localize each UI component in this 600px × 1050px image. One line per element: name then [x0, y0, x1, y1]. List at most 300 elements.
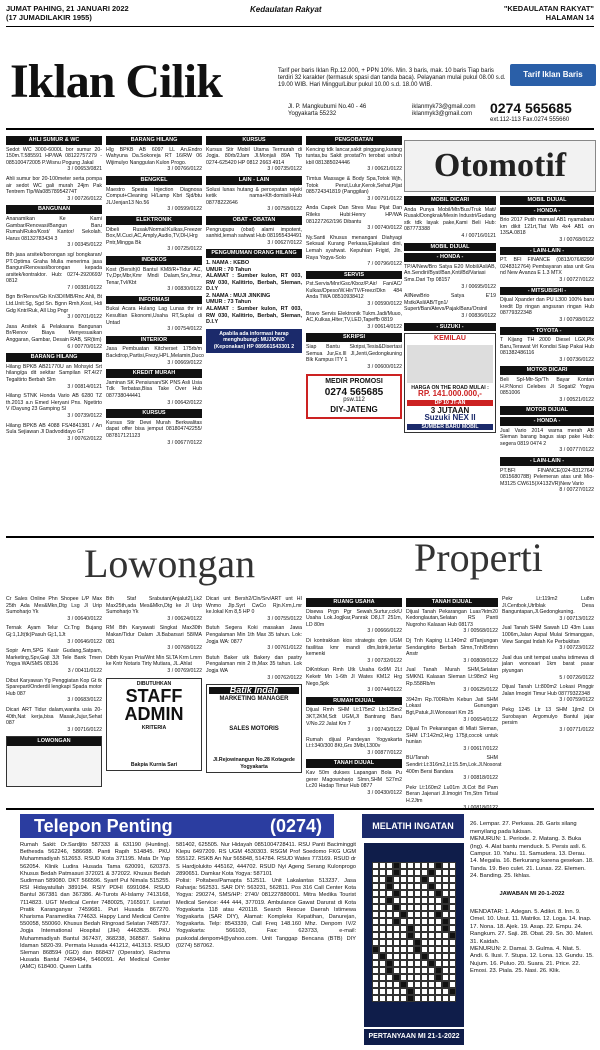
crossword-cell [449, 862, 456, 869]
section-header: BARANG HILANG [6, 353, 102, 362]
staff-ad-staff: STAFF [125, 686, 183, 707]
crossword-cell [372, 925, 379, 932]
crossword-cell [428, 946, 435, 953]
crossword-cell [428, 953, 435, 960]
crossword-cell [442, 953, 449, 960]
crossword-cell [407, 869, 414, 876]
list-item: Bravo Servis Elektronik Tukm.Jadi/Muuo, AC,Kulkas,Hlter,TV,LED,Tapeffb 0819 3 / 00614/0122 [306, 310, 402, 330]
suzuki-ad-price-label: HARGA ON THE ROAD MULAI : [411, 384, 489, 391]
section-header: INFORMASI [106, 296, 202, 305]
list-item: Bth Staf Srabutan(Anjalut2),Lk2 Max25th,ada Mes&Mkn,Dtg ke Jl Urip Sumoharjo Yk 3 / 00624/0122 [106, 596, 202, 622]
crossword-cell [393, 904, 400, 911]
crossword-cell [428, 904, 435, 911]
media-promosi-phone: 0274 565685 [324, 387, 384, 398]
crossword-cell [449, 932, 456, 939]
melatih-ingatan-title: MELATIH INGATAN [362, 814, 464, 838]
list-item: Bukai Acara Hulang Lag Lunas thr ini Kesultian Ekonomi,Usaha RT,Suplai di Untad 3 / 00754/0122 [106, 306, 202, 333]
crossword-cell [428, 995, 435, 1002]
crossword-cell [442, 988, 449, 995]
list-item: Pekr Lt:160m2 Lu01m Jl.Cot Bd Pam Beran Jajenari Jl.lmogiri Trn,Strn Tirtsal H.2Jtm [406, 784, 498, 805]
telepon-title: Telepon Penting [34, 816, 173, 836]
list-item: Hlg BPKB AB 6097 LL An.Endro Wahyuna Da.Sokoreja RT 16/RW 06 Wijimulyo Nanggulan Kulon Progo. 3 / 00766/0122 [106, 146, 202, 173]
batik-ad-role1: MARKETING MANAGER [219, 695, 289, 702]
crossword-cell [386, 890, 393, 897]
crossword-cell [442, 932, 449, 939]
crossword-cell [372, 904, 379, 911]
batik-indah-ad [206, 684, 302, 773]
lowongan-column-3 [206, 596, 302, 806]
crossword-cell [421, 988, 428, 995]
list-item: Dijual Tn Pekarangan di Mlati Sleman, SHM LT:142m2,Hrg 175jt,cocok untuk hunian 3 / 00617/0122 [406, 726, 498, 752]
crossword-cell [393, 911, 400, 918]
list-item: Dibth Kryan Pria/Wnt Min SLTA Krm Lmrn ke Kntr Notaris Tirty Mutiara, JL.Ahlat 3 / 00769/0122 [106, 654, 202, 674]
list-item: Kursus Stir Mobil Utama Termurah di Jogja. 80rb/2Jam Jl.Monjali 89A Tlp 0274-625420 HP 0812 2663 4914 3 / 00735/0122 [206, 146, 302, 173]
crossword-cell [442, 939, 449, 946]
crossword-cell [372, 960, 379, 967]
crossword-cell [386, 981, 393, 988]
crossword-cell [379, 988, 386, 995]
section-header: ELEKTRONIK [106, 216, 202, 225]
crossword-cell [400, 897, 407, 904]
suzuki-ad-price: RP. 141.000.000,- [418, 389, 482, 399]
crossword-cell [393, 988, 400, 995]
crossword-cell [442, 967, 449, 974]
crossword-cell [435, 883, 442, 890]
section-header: KURSUS [206, 136, 302, 145]
crossword-cell [379, 960, 386, 967]
list-item: Hilang STNK Honda Vario AB 6280 TZ th.2013 a.n Emed Heryani Pns. Ngetirto V /Dayung 23 Gamping Sl 3 / 00739/0122 [6, 393, 102, 419]
crossword-cell [386, 988, 393, 995]
crossword-cell [407, 890, 414, 897]
crossword-cell [414, 981, 421, 988]
section-header: MOBIL DICARI [404, 196, 496, 205]
crossword-cell [435, 897, 442, 904]
list-item: Butuh Segera Koki masakan Jawa Pengalaman Min 1th Max 35 tahun. Lok: Jogja WA: 0877 3 / 00761/0122 [206, 625, 302, 652]
list-item: Jasa Pembuatan Kitcherset 175rb/m Backdrop,Partisi,Frezy,HPL,Melamin,Duco 3 / 00669/0122 [106, 346, 204, 366]
crossword-cell [386, 939, 393, 946]
section-header: OBAT - OBATAN [206, 216, 302, 225]
telepon-area-code: (0274) [269, 816, 322, 836]
crossword-cell [400, 918, 407, 925]
crossword-cell [442, 981, 449, 988]
crossword-cell [435, 862, 442, 869]
section-header: MOBIL DIJUAL [500, 196, 594, 205]
section-header: SERVIS [306, 271, 402, 280]
crossword-cell [372, 918, 379, 925]
crossword-cell [400, 869, 407, 876]
crossword-cell [414, 995, 421, 1002]
crossword-cell [449, 925, 456, 932]
crossword-cell [435, 918, 442, 925]
crossword-cell [372, 876, 379, 883]
section-subheader: - LAIN-LAIN - [500, 247, 594, 256]
list-item: Disewa Prgn Pgr Sewah,Surtur,cck/U Usaha Lok.Jogjkar,Panrak D8,LT 251m, LD 80m 3 / 00666/0122 [306, 608, 402, 635]
batik-ad-body2 [209, 733, 299, 757]
crossword-cell [407, 897, 414, 904]
crossword-cell [400, 953, 407, 960]
crossword-cell [435, 946, 442, 953]
ext-fax: ext.112-113 Fax.0274 555660 [490, 117, 570, 123]
media-promosi-title: MEDIR PROMOSI [325, 378, 383, 386]
crossword-cell [372, 981, 379, 988]
section-subheader: - HONDA - [500, 207, 594, 216]
section-subheader: - HONDA - [404, 253, 496, 262]
section-header: INDEKOS [106, 256, 202, 265]
list-item: Ananamikan Ke Kami Gambar/Renovasi/Bangun Baru Rumah/Ruko/Kost/ Kantor/ Sekolah. Harus 08132783434 3 3 / 00345/0122 [6, 215, 102, 249]
header-page: "KEDAULATAN RAKYAT" HALAMAN 14 [503, 4, 594, 22]
crossword-cell [393, 995, 400, 1002]
crossword-cell [400, 876, 407, 883]
section-header: MOTOR DIJUAL [500, 406, 594, 415]
crossword-cell [386, 995, 393, 1002]
crossword-cell [372, 974, 379, 981]
list-item: Dj Tnh Kaping Lt.140m2 d/Tanjungan Sendangtirto Berbah Slmn,Tnh/Brtmn Anstr 3 / 00808/0122 [406, 637, 498, 664]
column-5 [404, 194, 496, 534]
crossword-cell [400, 911, 407, 918]
list-item: Kav 50m dukses Lapangan Bola Pu gerer Magowoharjo Slmn,SHM 527m2 Lc20 Hadap Timur Hub 0877 3 / 00430/0122 [306, 770, 402, 796]
crossword-cell [442, 862, 449, 869]
crossword-cell [442, 946, 449, 953]
media-promosi-ext: psw.112 [343, 396, 365, 403]
crossword-cell [379, 904, 386, 911]
crossword-cell [393, 925, 400, 932]
list-item: TP/A/New/Bro Satya E20 Mobil/AsliAB, An.Sendiri/Byat/Ban,Knti/Bd/Variasi Sms.Dari Trp 08157 3 / 00695/0122 [404, 263, 496, 290]
column-1 [6, 134, 102, 534]
crossword-cell [428, 967, 435, 974]
crossword-cell [386, 946, 393, 953]
crossword-cell [372, 939, 379, 946]
crossword-cell [435, 967, 442, 974]
crossword-cell [379, 869, 386, 876]
suzuki-ad-installment: 3 JUTAAN [430, 406, 470, 416]
crossword-cell [435, 939, 442, 946]
list-item: Dijual Rmh SHM Lt:175m2 Lb:125m2 3KT,2KM,Sdt UGM,Jl Bantrang Baru V/No.22 Jalat Km 7 3 / 00740/0122 [306, 707, 402, 734]
crossword-cell [428, 911, 435, 918]
crossword-cell [435, 981, 442, 988]
crossword-cell [428, 897, 435, 904]
list-item: Hilang BPKB AB21770U an Mohsyid Srt hilang/ga dit sekitar Sampilan RT.4/27 Tegaltirto Berbah Slm 3 / 00814/0121 [6, 363, 102, 390]
crossword-cell [400, 960, 407, 967]
media-promosi-area: DIY-JATENG [330, 405, 378, 415]
list-item: AllNewBrio Satya E'19 Mstk/Asli/AB/Tgn1/ Supert/Ban/Atevs/Pajak/Baru/Orsinil 3 / 00836/0122 [404, 293, 496, 319]
crossword-cell [407, 988, 414, 995]
clues-continued: 26. Lempar. 27. Perkasa. 28. Garis silang menyilang pada lukisan. MENURUN: 1. Periode. 2. Matang. 3. Buka (Ing). 4. Alat bantu menduck. 5. Persis asli. 6. Campur. 10. Yahu. 11. Samudera. 13. Derau. 14. Megalia. 16. Berkurang karena gesekan. 18. Tanda. 19. Beo culet. 21. Lunas. 22. Elemen. 24. Banding. 25. Ikhlas. [470, 821, 594, 880]
list-item: Anda Punya Mobil/Mtr/Bus/Truk Mati/ Rusak/Dongkrak/Mesin Industri/Gudang stk tdk layak pake,Kami Beli Hub: 087773388 4 / 00716/0121 [404, 206, 496, 239]
crossword-cell [407, 939, 414, 946]
crossword-cell [407, 946, 414, 953]
crossword-cell [421, 953, 428, 960]
crossword-cell [379, 995, 386, 1002]
crossword-cell [407, 911, 414, 918]
crossword-cell [372, 869, 379, 876]
crossword-cell [442, 960, 449, 967]
list-item: Pengrugupu (obat) alami impotent, sanhid,lemah sahwat Hub 081955434491 3 / 00627/0122 [206, 226, 302, 246]
list-item: Anda Capek Dan Stres Mau Pijat Dan Rileks Hubi:Henry HP/WA 081227262/196 Dibantu 3 / 00740/0122 [306, 205, 402, 232]
crossword-cell [449, 897, 456, 904]
crossword-cell [386, 897, 393, 904]
bottom-rule [6, 808, 594, 810]
crossword-cell [421, 981, 428, 988]
crossword-cell [379, 981, 386, 988]
list-item: Di kontrakkan kios strategis dpn UGM fasilitas kmr mandi dlm,listrik,tertar kemenki 3 / 00732/0122 [306, 637, 402, 664]
list-item: Sopir Arm,SPG Kasir Gudang,Satpam, Marketing,Spv,Gaji 3Jt Tele Bank Tmen Yogya WA/SMS 08136 3 / 00411/0122 [6, 648, 102, 674]
crossword-cell [407, 925, 414, 932]
section-header: TANAH DIJUAL [406, 598, 498, 607]
crossword-cell [393, 918, 400, 925]
crossword-cell [386, 953, 393, 960]
staff-ad-kriteria: KRITERIA [141, 725, 167, 732]
header-rule [6, 26, 594, 27]
column-2 [106, 134, 202, 534]
crossword-cell [400, 967, 407, 974]
crossword-cell [372, 988, 379, 995]
address: Jl. P. Mangkubumi No.40 - 46 Yogyakarta 55232 [288, 104, 367, 117]
list-item: Dicari unt Bersh2/Cln/Srv/ART unt HI Wnmo Jlp.Syrt CwCo Rjn.Krm,Lmr ke.lokal Km 8,5 HP 0 3 / 00755/0122 [206, 596, 302, 622]
crossword-cell [379, 939, 386, 946]
crossword-cell [442, 918, 449, 925]
column-3 [206, 134, 302, 534]
crossword-cell [435, 953, 442, 960]
crossword-cell [372, 862, 379, 869]
properti-column-3 [502, 596, 594, 806]
section-header: INTERIOR [106, 336, 202, 345]
crossword-cell [386, 869, 393, 876]
crossword-cell [372, 890, 379, 897]
crossword-cell [421, 911, 428, 918]
list-item: Butuh Baker utk Bakery dan pastry Pengalaman min 2 th,Max 35 tahun. Lok Jogja WA 3 / 00762/0122 [206, 654, 302, 681]
crossword-cell [442, 876, 449, 883]
crossword-cell [414, 904, 421, 911]
crossword-cell [428, 960, 435, 967]
lowongan-column-2 [106, 596, 202, 806]
list-item: Pst.Servis/Mnr/Gsc/Kboz/P.Air/ Fan/AC/ Kulkas/Dpeso/W.Hlr/TV/Freez/Dkn 484 Anda TWA 08510938412 3 / 00590/0122 [306, 281, 402, 308]
crossword-cell [379, 946, 386, 953]
crossword-cell [449, 974, 456, 981]
crossword-cell [400, 932, 407, 939]
crossword-cell [393, 876, 400, 883]
section-subheader: - HONDA - [500, 417, 594, 426]
crossword-cell [372, 911, 379, 918]
crossword-cell [435, 869, 442, 876]
list-item: Ny.Santi Khusus menangani Diahyagi Seksual Kurang Perkasa,Ejakulasi dini, Lemah syahwat. Kepuhian Frigid, Jln. Raya Yogya-Solo 7 / 00796/0122 [306, 234, 402, 268]
tarif-logo: Tarif Iklan Baris [510, 64, 596, 86]
crossword-cell [393, 967, 400, 974]
crossword-cell [393, 890, 400, 897]
crossword-cell [386, 960, 393, 967]
section-header: KREDIT MURAH [106, 369, 202, 378]
list-item: Kencing tdk lancar,sakit pinggang,kurang tuntas,bu Sakit prostat?n terobat unbuh kbll 081385024446 3 / 00621/0122 [306, 146, 402, 173]
crossword-cell [414, 974, 421, 981]
section-header: RUANG USAHA [306, 598, 402, 607]
section-subheader: - SUZUKI - [404, 323, 496, 332]
column-4 [306, 134, 402, 534]
list-item: Jual dua unit tempat usaha istimewa di jalan wonosari 1km barat pasar piyungan 5 / 00726/0122 [502, 654, 594, 681]
crossword-cell [428, 925, 435, 932]
suzuki-ad-dp: DP 10 JT-AN [407, 400, 493, 407]
crossword-cell [379, 932, 386, 939]
crossword-cell [414, 890, 421, 897]
crossword-cell [442, 897, 449, 904]
crossword-cell [379, 911, 386, 918]
crossword-cell [442, 911, 449, 918]
suzuki-ad-dealer: KEMILAU [434, 335, 466, 343]
crossword-cell [414, 862, 421, 869]
crossword-cell [379, 918, 386, 925]
crossword-cell [435, 988, 442, 995]
crossword-cell [414, 932, 421, 939]
crossword-cell [393, 932, 400, 939]
crossword-cell [421, 897, 428, 904]
crossword-cell [414, 988, 421, 995]
crossword-cell [414, 876, 421, 883]
jawaban-title: JAWABAN MI 20-1-2022 [499, 891, 565, 898]
list-item: Jasa Arsitek & Pelaksana Bangunan Br/Renov Biaya Menyesuaikan Anggaran, Gambar, Desain RAB, SR(tim) 6 / 00770/0122 [6, 323, 102, 350]
crossword-cell [449, 918, 456, 925]
list-item: Kursus Stir Dewi Murah Berkwalitas dapat offer bisa jemput 081804742255/ 087817121123 3 / 00677/0122 [106, 419, 202, 446]
crossword-cell [442, 974, 449, 981]
otomotif-banner: Otomotif [404, 140, 596, 192]
crossword-cell [379, 883, 386, 890]
staff-ad-company: Bakpia Kurnia Sari [130, 761, 178, 768]
list-item: PT. BFI FINANCE (0813/076/8290/ 0248312764) Pembayaran atas unit Gra nd New Avanza E 1.3 MTX 3 / 00727/0122 [500, 257, 594, 283]
column-6 [500, 194, 594, 534]
list-item: Brio 2017 Putih manual AB1 nyamabaru km dikit 121rt,Tlat Wb 4x4 AB1 on 13SA.0818 3 / 00768/0122 [500, 217, 594, 243]
list-item: Maestro Spesia Injection Diagnosa Comput+Cleaning H/Lamp Kbri Sjd/btu JL/Jenjan13 No.56 3 / 00599/0122 [106, 186, 202, 213]
crossword-cell [393, 953, 400, 960]
crossword-cell [435, 925, 442, 932]
crossword-cell [414, 918, 421, 925]
crossword-cell [449, 876, 456, 883]
crossword-cell [421, 960, 428, 967]
crossword-cell [421, 974, 428, 981]
crossword-cell [400, 925, 407, 932]
crossword-cell [449, 883, 456, 890]
list-item: DiKntrkan Rmh Utk Usaha 6x9M 2Lt Keketr Mn 1-6th Jl Wates KM12 Hrg Nego,Spk 3 / 00744/0122 [306, 667, 402, 694]
properti-title: Properti [414, 535, 543, 580]
crossword-cell [407, 918, 414, 925]
crossword-cell [372, 883, 379, 890]
crossword-cell [386, 904, 393, 911]
crossword-cell [449, 869, 456, 876]
list-item: Pekg 1245 Ltr 13 SHM 1jlm2 Di Surobayan Argomulyo Bantul jajar persim 3 / 00771/0122 [502, 706, 594, 733]
crossword-cell [435, 890, 442, 897]
section-header: TANAH DIJUAL [306, 759, 402, 768]
crossword-cell [400, 862, 407, 869]
crossword-cell [386, 911, 393, 918]
list-item: Kost (Bersih)0 Bantul KM8/R+Tidur AC, Tv,Dpr,Mbr,Kmr Mndi Dalam,Srv,Jmur, Tenar,Tvl/Kbt 3 / 00830/0122 [106, 266, 202, 293]
list-item: Jual Vario 2014 warna merah AB Sleman barang bagus siap pake Hub: segera 0819 0474 2 3 / 00777/0122 [500, 427, 594, 454]
suzuki-ad-model: Suzuki NEX II [424, 413, 476, 423]
crossword-cell [428, 932, 435, 939]
suzuki-ad-footer: SUMBER BARU MOBIL [407, 424, 493, 431]
crossword-cell [400, 988, 407, 995]
crossword-cell [400, 890, 407, 897]
crossword-cell [386, 967, 393, 974]
list-item: Dijual Tanah Pekarangan Luas?ktm20 Kedonglautan,Selatan RS Panti Nugroho Kalasan Hub 08173 3 / 00568/0122 [406, 608, 498, 635]
list-item: BU/Tanah SHM Sendiri:Lt:316m2,Lt:15.5m,Lok.Jl.Nosorat 400m Bersi Bandara 3 / 00818/0122 [406, 755, 502, 782]
batik-ad-role2: SALES MOTORIS [229, 726, 279, 733]
list-item: Pekr Lt:119m2 Lu8m Jl.Centbok,Utrlblak Desa Banguntapan,Jl.Gedongkuning. 3 / 00713/0122 [502, 596, 594, 622]
crossword-cell [372, 932, 379, 939]
crossword-cell [414, 960, 421, 967]
crossword-cell [449, 995, 456, 1002]
crossword-cell [442, 925, 449, 932]
crossword-cell [449, 946, 456, 953]
properti-column-2 [406, 596, 502, 806]
telepon-penting-header [20, 814, 334, 838]
suzuki-car-image [407, 345, 493, 383]
crossword-cell [379, 876, 386, 883]
crossword-cell [449, 960, 456, 967]
crossword-cell [379, 897, 386, 904]
crossword-cell [386, 932, 393, 939]
crossword-cell [414, 953, 421, 960]
crossword-cell [435, 904, 442, 911]
crossword-cell [435, 876, 442, 883]
crossword-cell [449, 953, 456, 960]
crossword-cell [400, 981, 407, 988]
email: iklanmyk73@gmail.com iklanmyk3@gmail.com [412, 104, 476, 117]
crossword-cell [421, 869, 428, 876]
crossword-cell [407, 904, 414, 911]
header-date: JUMAT PAHING, 21 JANUARI 2022 (17 JUMADILAKIR 1955) [6, 4, 129, 22]
crossword-cell [428, 862, 435, 869]
crossword-cell [407, 862, 414, 869]
list-item: Cr Sales Online Phn Shopee L/P Max 25th Ada Mes&Mkn,Dtg Lsg Jl Urip Sumoharjo Yk 3 / 00640/0122 [6, 596, 102, 622]
crossword-cell [428, 918, 435, 925]
crossword-cell [449, 890, 456, 897]
crossword-cell [435, 960, 442, 967]
telepon-column-1: Rumah Sakit: Dr.Sardjito 587333 & 631190 (Hunting). Bethesda 562246, 586688. Panti Rapih 514845. PKU Muhammadiyah 512653. RSUD Kota 371195. Mata Dr Yap 562054. Klinik Ludira Husada Tama 620091, 620373. Khusus Bedah Patmasuri 372021 & 372022. Khusus Bedah Sudirman 589080. DKT 566596. Syarif Pul Nimala 515255. RSI Hidayatullah 389194. RSIY PDHI 6991084. RSUD Bantul 367381 dan 367386. At-Turots Al-Islamy 7413168, 7114823. UGT Medical Center 7480025, 7165917. Lestari Pratik Karanganyar 7459681. Puri Husada 867270. Kharisma Paramedika 774633. Happy Land Medical Centre 550058, 550060. Khusus Bedah Ringroad Selatan 7485737. Jogja International Hospital (JIH) 4463535. PKU Muhammadiyah Bantul 367437, 368238, 368587. Sakina Idaman 5820-39. Permata Husada 441212, 441313. RSUD Sleman 868594 (IGD) dan 868437 (Operator). Rachma Husada Bantul 7459484, 5460091. Ari Medical Center (AMC) 618400. Queen Latifa [20, 842, 170, 971]
section-subheader: - LAIN-LAIN - [500, 457, 594, 466]
page-title: Iklan Cilik [10, 55, 222, 108]
crossword-cell [372, 967, 379, 974]
crossword-cell [407, 932, 414, 939]
jawaban-text: MENDATAR: 1. Adegan. 5. Adikri. 8. Inn. 9. Omel. 10. Usut. 11. Matriks. 12. Loga. 14. Inap. 17. Nona. 18. Ajek. 19. Asap. 22. Empu. 24. Rangkum. 27. Saji. 28. Obat. 29. Sn. 30. Materi. 31. Kaidah. MENURUN: 2. Damai. 3. Gulma. 4. Niat. 5. Andi. 6. Ilusi. 7. Stupa. 12. Lona. 13. Gundu. 15. Nujum. 16. Puluo. 20. Suara. 21. Price. 22. Emosi. 23. Piala. 25. Nasi. 26. Klik. [470, 908, 594, 975]
list-item: Dijual Xpander dan PU L300 100% baru kredit Dp ringan angsuran ringan Hub 08779322348 3 / 00798/0122 [500, 297, 594, 323]
crossword-cell [379, 974, 386, 981]
crossword-cell [421, 876, 428, 883]
crossword-cell [421, 862, 428, 869]
crossword-cell [442, 869, 449, 876]
list-item: Dicari ART Tidur dalam,wanita usia 20-40th,Nat kerja,bisa Masak,Jujur,Sehat 087 3 / 00716/0122 [6, 706, 102, 733]
crossword-cell [414, 897, 421, 904]
list-item: Hilang BPKB AB 4088 FS/4841381 / An Sula Sejiawan Jl Dadvodidayo GT 3 / 00762/0122 [6, 422, 102, 442]
properti-column-1 [306, 596, 402, 806]
crossword-cell [428, 974, 435, 981]
list-item: RM Bth Karyawati Singkat Max30th Makan/Tidur Dalam Jl.Babarsari 58/MA 081 3 / 00768/0122 [106, 625, 202, 652]
masthead-rule [6, 128, 594, 130]
crossword-cell [407, 953, 414, 960]
section-header: BARANG HILANG [106, 136, 202, 145]
section-header: KURSUS [106, 409, 202, 418]
crossword-cell [414, 869, 421, 876]
pengumuman-orang-hilang: 1. NAMA : KEBO UMUR : 70 Tahun ALAMAT : Sumber kulon, RT 003, RW 030, Kalitirto, Berbah, Sleman, D.I.Y 2. NAMA : MUJI JINKING UMUR : 73 Tahun ALAMAT : Sumber kulon, RT 003, RW 030, Kalitirto, Berbah, Sleman, D.I.Y [206, 259, 302, 326]
crossword-cell [421, 883, 428, 890]
crossword-cell [428, 876, 435, 883]
crossword-clues [470, 814, 594, 1046]
list-item: Siap Bantu Skripsi,Tesis&Disertasi Semua Jur,Ex.Ill Jl,Jenti,Gedongkuning Blk Kampus ITY 1 3 / 00600/0122 [306, 344, 402, 370]
list-item: 3942m Rp.700Rb/m Kebun Jati SHM Lokasi Gunungan Bgt,Patuk,Jl.Wonosari Km 25 3 / 00654/0122 [406, 696, 498, 723]
list-item: Jual Tanah Murah SHM,Selatan SMKN1 Kalasan Sleman Lt:98m2 Hrg Rp.558Rb/m 3 / 00625/0122 [406, 667, 498, 694]
section-header: MOBIL DIJUAL [404, 243, 496, 252]
crossword-grid [372, 862, 456, 1002]
crossword-cell [414, 883, 421, 890]
section-header: RUMAH DIJUAL [306, 697, 402, 706]
section-subheader: - TOYOTA - [500, 327, 594, 336]
crossword-cell [449, 939, 456, 946]
list-item: Ahli sumur bor 20-100meter serta pompa air sedot WC gali murah 24jm Pak Tentrem Tlp/Wa08578954274T 3 / 00726/0122 [6, 175, 102, 202]
